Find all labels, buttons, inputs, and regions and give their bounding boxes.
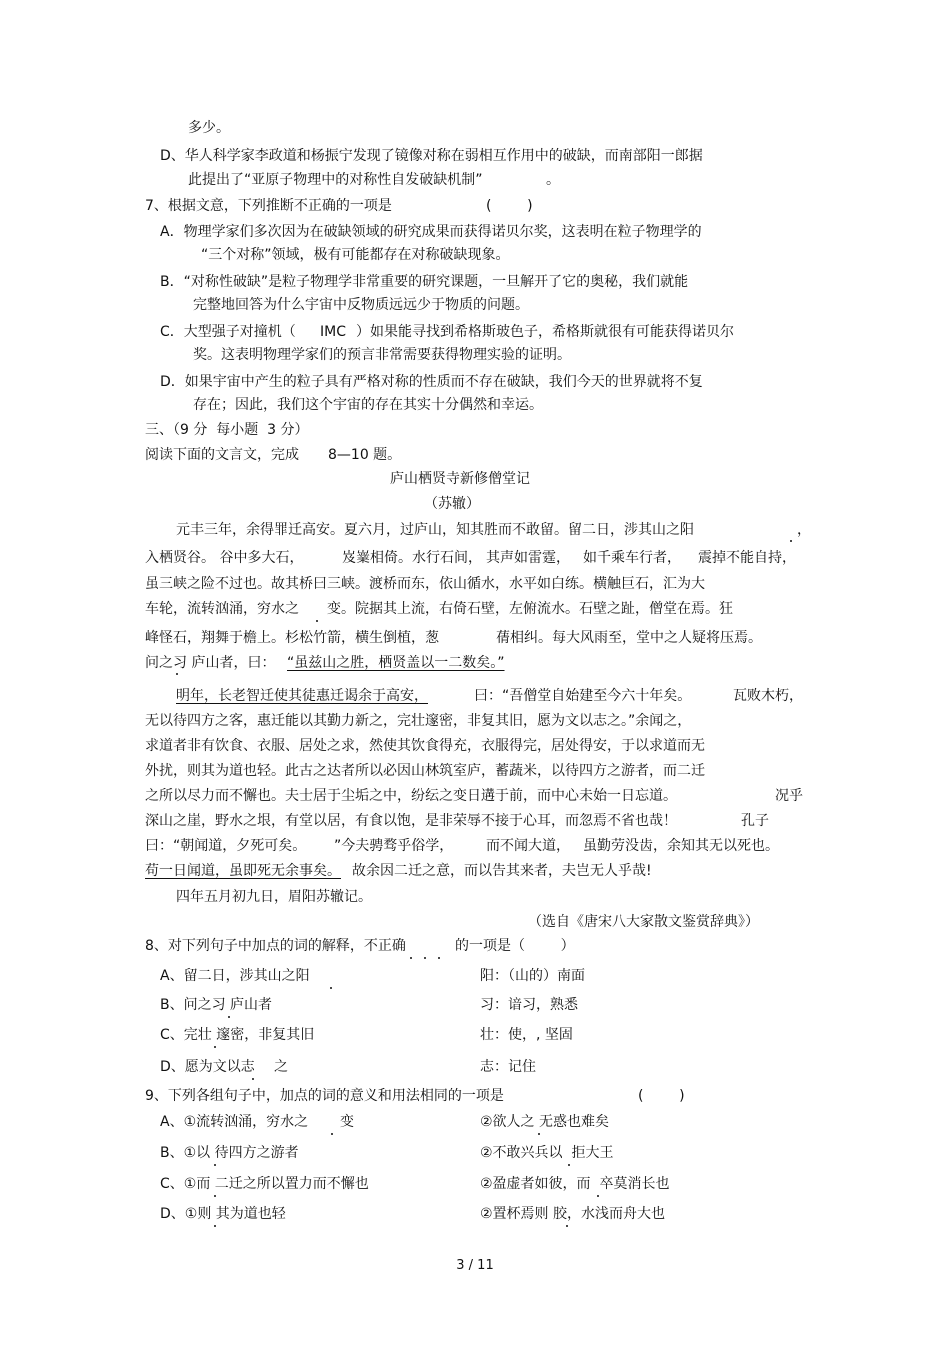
q8-option-c: C、完壮 邃密，非复其旧	[160, 1027, 315, 1043]
q9-option-a-1: A、①流转汹涌，穷水之	[160, 1114, 309, 1130]
essay-p2-line7d: 虽勤劳没齿，余知其无以死也。	[583, 838, 779, 854]
section3-heading: 三、（9 分 每小题 3 分）	[145, 422, 309, 438]
q7-option-d-line1: D．如果宇宙中产生的粒子具有严格对称的性质而不存在破缺，我们今天的世界就将不复	[160, 374, 703, 390]
essay-p1-line4b: 变。院据其上流，右倚石壁，左俯流水。石壁之趾，僧堂在焉。狂	[327, 601, 733, 617]
emphasis-dot	[438, 957, 440, 959]
emphasis-dot	[214, 1046, 216, 1048]
essay-p1-line1: 元丰三年，余得罪迁高安。夏六月，过庐山，知其胜而不敢留。留二日，涉其山之阳	[176, 522, 694, 538]
q7-option-a-line1: A．物理学家们多次因为在破缺领域的研究成果而获得诺贝尔奖，这表明在粒子物理学的	[160, 224, 702, 240]
q9-option-a-1b: 变	[340, 1114, 354, 1130]
emphasis-dot	[228, 1016, 230, 1018]
q7-stem: 7、根据文意，下列推断不正确的一项是	[145, 198, 392, 214]
emphasis-dot	[214, 1195, 216, 1197]
q7-option-c-line1c: ）如果能寻找到希格斯玻色子，希格斯就很有可能获得诺贝尔	[356, 324, 734, 340]
emphasis-dot	[214, 1225, 216, 1227]
essay-p2-line1c: 瓦败木朽，	[733, 688, 803, 704]
essay-p2-line8b: 故余因二迁之意，而以告其来者，夫岂无人乎哉!	[352, 863, 652, 879]
q7-option-c-imc: IMC	[320, 324, 346, 340]
q8-option-b: B、问之习 庐山者	[160, 997, 273, 1013]
essay-p2-line4: 外扰，则其为道也轻。此古之达者所以必因山林筑室庐，蓄蔬米，以待四方之游者，而二迁	[145, 763, 705, 779]
essay-p1-line2a: 入栖贤谷。 谷中多大石，	[145, 550, 304, 566]
emphasis-dot	[331, 1133, 333, 1135]
essay-p1-line2d: 如千乘车行者，	[583, 550, 681, 566]
essay-p1-line2c: 其声如雷霆，	[486, 550, 570, 566]
essay-p1-line3: 虽三峡之险不过也。故其桥曰三峡。渡桥而东，依山循水，水平如白练。横触巨石，汇为大	[145, 576, 705, 592]
essay-p2-line8a-underlined: 苟一日闻道，虽即死无余事矣。	[145, 863, 341, 879]
essay-p2-line3: 求道者非有饮食、衣服、居处之求，然使其饮食得充，衣服得完，居处得安，于以求道而无	[145, 738, 705, 754]
essay-p2-line5a: 之所以尽力而不懈也。夫士居于尘垢之中，纷纭之变日遘于前，而中心未始一日忘道。	[145, 788, 677, 804]
section3-intro-a: 阅读下面的文言文，完成	[145, 447, 299, 463]
q7-option-b-line2: 完整地回答为什么宇宙中反物质远远少于物质的问题。	[193, 297, 529, 313]
q7-option-a-line2: “三个对称”领域，极有可能都存在对称破缺现象。	[201, 247, 510, 263]
emphasis-dot	[568, 1164, 570, 1166]
q7-option-c-line2: 奖。这表明物理学家们的预言非常需要获得物理实验的证明。	[193, 347, 571, 363]
essay-source: （选自《唐宋八大家散文鉴赏辞典》）	[528, 914, 759, 930]
essay-p1-line5b: 蒨相纠。每大风雨至，堂中之人疑将压焉。	[496, 630, 762, 646]
emphasis-dot	[597, 1195, 599, 1197]
q7-option-b-line1: B．“对称性破缺”是粒子物理学非常重要的研究课题，一旦解开了它的奥秘，我们就能	[160, 274, 689, 290]
emphasis-dot	[566, 1225, 568, 1227]
essay-p1-line2e: 震掉不能自持，	[698, 550, 796, 566]
q9-option-d-2: ②置杯焉则 胶，水浅而舟大也	[480, 1206, 666, 1222]
q6-option-c-tail: 多少。	[188, 120, 230, 136]
essay-p2-line6a: 深山之崖，野水之垠，有堂以居，有食以饱，是非荣辱不接于心耳，而忽焉不省也哉！	[145, 813, 677, 829]
q9-answer-paren: ( )	[638, 1088, 685, 1104]
page-number: 3 / 11	[456, 1258, 494, 1273]
section3-intro-b: 8—10 题。	[328, 447, 402, 463]
emphasis-dot	[790, 540, 792, 542]
essay-title: 庐山栖贤寺新修僧堂记	[390, 471, 530, 487]
q8-option-d-gloss: 志：记住	[480, 1059, 536, 1075]
q9-option-a-2: ②欲人之 无惑也难矣	[480, 1114, 610, 1130]
essay-author: （苏辙）	[424, 496, 480, 512]
emphasis-dot	[538, 1133, 540, 1135]
emphasis-dot	[214, 1164, 216, 1166]
q6-option-d-period: 。	[546, 172, 560, 188]
q7-option-d-line2: 存在；因此，我们这个宇宙的存在其实十分偶然和幸运。	[193, 397, 543, 413]
q9-option-d-1: D、①则 其为道也轻	[160, 1206, 286, 1222]
essay-signature: 四年五月初九日，眉阳苏辙记。	[176, 889, 372, 905]
q8-option-a-gloss: 阳：（山的）南面	[480, 968, 585, 984]
essay-p2-line1b: 曰：“吾僧堂自始建至今六十年矣。	[474, 688, 692, 704]
essay-p2-line7c: 而不闻大道，	[486, 838, 570, 854]
essay-p2-line1a-underlined: 明年，长老智迁使其徒惠迁谒余于高安，	[176, 688, 428, 704]
q8-option-b-gloss: 习：谙习，熟悉	[480, 997, 578, 1013]
essay-p1-line6b-underlined: “虽兹山之胜，栖贤盖以一二数矣。”	[287, 655, 505, 671]
essay-p2-line6b: 孔子	[741, 813, 769, 829]
emphasis-dot	[252, 1078, 254, 1080]
q8-option-d-object: 之	[274, 1059, 288, 1075]
essay-p1-line1-comma: ，	[797, 522, 811, 538]
emphasis-dot	[316, 620, 318, 622]
emphasis-dot	[330, 987, 332, 989]
q7-answer-paren: ( )	[486, 198, 533, 214]
q9-option-c-1: C、①而 二迁之所以置力而不懈也	[160, 1176, 369, 1192]
essay-p2-line5b: 况乎	[775, 788, 803, 804]
q6-option-d-line2: 此提出了“亚原子物理中的对称性自发破缺机制”	[188, 172, 483, 188]
emphasis-dot	[176, 673, 178, 675]
q9-option-b-1: B、①以 待四方之游者	[160, 1145, 299, 1161]
q8-stem-b: 的一项是（ ）	[455, 938, 575, 954]
essay-p1-line2b: 岌嶪相倚。水行石间，	[342, 550, 482, 566]
essay-p1-line5a: 峰怪石，翔舞于檐上。杉松竹箭，横生倒植，葱	[145, 630, 439, 646]
essay-p1-line6a: 问之习 庐山者，曰：	[145, 655, 276, 671]
q9-option-c-2: ②盈虚者如彼，而 卒莫消长也	[480, 1176, 670, 1192]
essay-p1-line4a: 车轮，流转汹涌，穷水之	[145, 601, 299, 617]
q8-option-a: A、留二日，涉其山之阳	[160, 968, 310, 984]
q9-option-b-2: ②不敢兴兵以 拒大王	[480, 1145, 614, 1161]
essay-p2-line7b: ”今夫骋骛乎俗学，	[334, 838, 454, 854]
emphasis-dot	[410, 957, 412, 959]
q8-option-d: D、愿为文以志	[160, 1059, 255, 1075]
emphasis-dot	[424, 957, 426, 959]
q7-option-c-line1a: C．大型强子对撞机（	[160, 324, 296, 340]
essay-p2-line7a: 曰：“朝闻道，夕死可矣。	[145, 838, 307, 854]
q6-option-d-line1: D、华人科学家李政道和杨振宁发现了镜像对称在弱相互作用中的破缺，而南部阳一郎据	[160, 148, 703, 164]
q8-stem-a: 8、对下列句子中加点的词的解释，不正确	[145, 938, 406, 954]
q9-stem: 9、下列各组句子中，加点的词的意义和用法相同的一项是	[145, 1088, 504, 1104]
essay-p2-line2: 无以待四方之客，惠迁能以其勤力新之，完壮邃密，非复其旧，愿为文以志之。”余闻之，	[145, 713, 692, 729]
q8-option-c-gloss: 壮：使，, 坚固	[480, 1027, 573, 1043]
